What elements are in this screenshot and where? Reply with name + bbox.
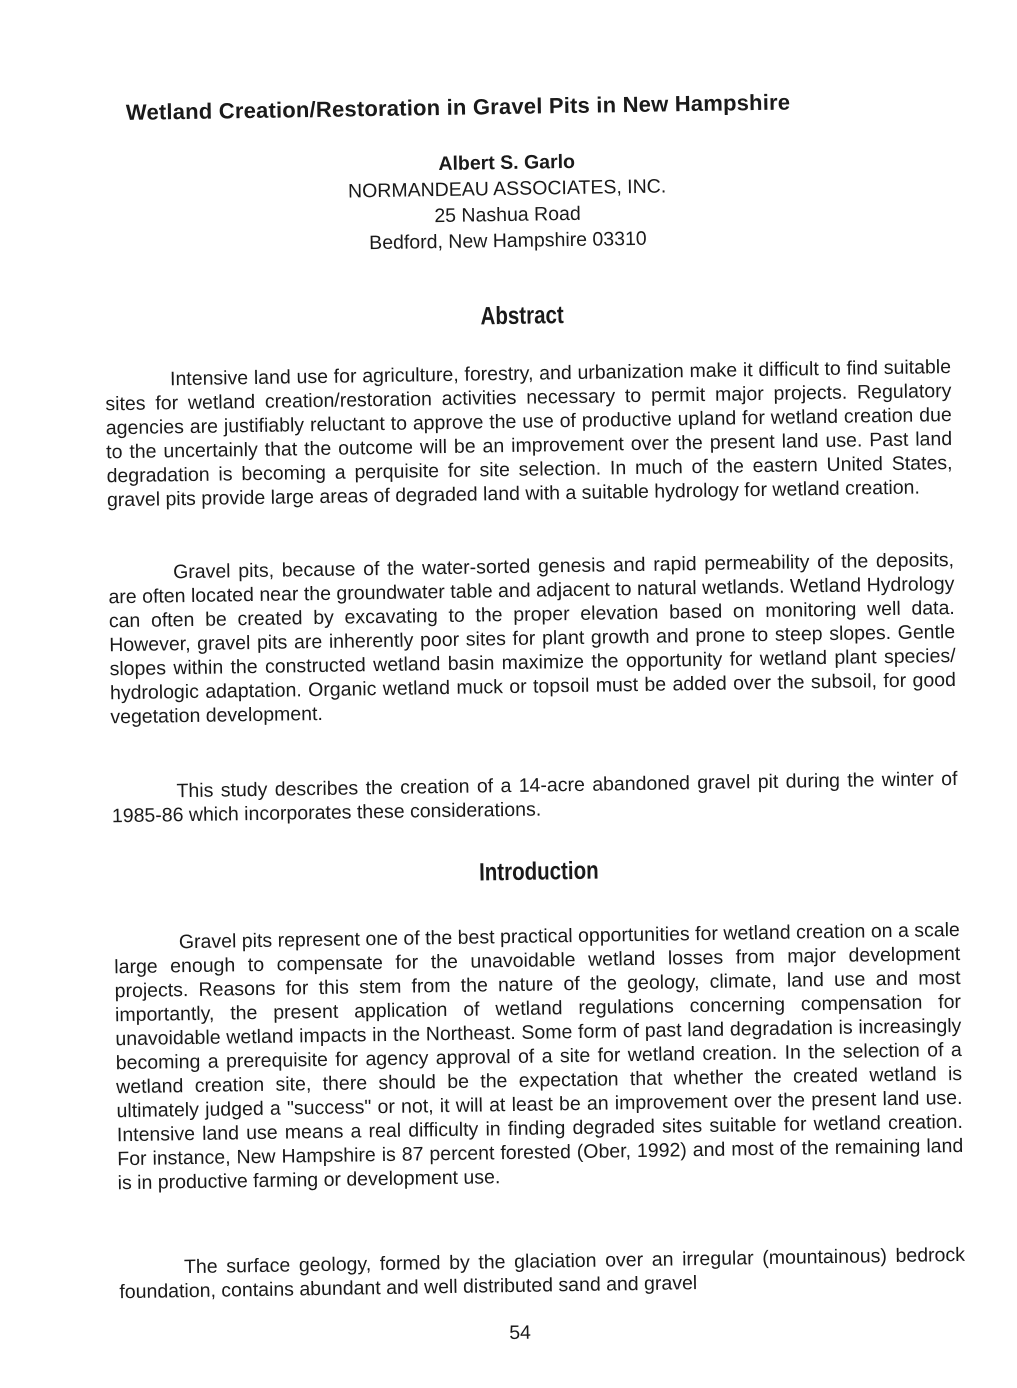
paper-title: Wetland Creation/Restoration in Gravel Pits in New Hampshire (125, 89, 791, 125)
author-name: Albert S. Garlo (438, 150, 576, 176)
author-organization: NORMANDEAU ASSOCIATES, INC. (347, 175, 667, 203)
author-block (292, 147, 724, 258)
page-number: 54 (509, 1321, 532, 1345)
abstract-heading: Abstract (480, 301, 564, 331)
author-street: 25 Nashua Road (434, 202, 581, 228)
introduction-paragraph-1: Gravel pits represent one of the best practical opportunities for wetland creation on a scale large enough to compensate for the unavoidable wetland losses from major development projects. Reasons for this stem from the nature of the geology, climate, land use and most importantly, the present application of wetland regulations concerning compensation for unavoidable wetland impacts in the Northeast. Some form of past land degradation is increasingly becoming a prerequisite for agency approval of a site for wetland creation. In the selection of a wetland creation site, there should be the expectation that whether the created wetland is ultimately judged a "success" or not, it will at least be an improvement over the present land use. Intensive land use means a real difficulty in finding degraded sites suitable for wetland creation. For instance, New Hampshire is 87 percent forested (Ober, 1992) and most of the remaining land is in productive farming or development use. (114, 918, 964, 1195)
abstract-paragraph-2: Gravel pits, because of the water-sorted genesis and rapid permeability of the deposits, are often located near the groundwater table and adjacent to natural wetlands. Wetland Hydrology can often be created by excavating to the proper elevation based on monitoring well data. However, gravel pits are inherently poor sites for plant growth and prone to steep slopes. Gentle slopes within the constructed wetland basin maximize the opportunity for wetland plant species/ hydrologic adaptation. Organic wetland muck or topsoil must be added over the subsoil, for good vegetation development. (108, 548, 957, 729)
abstract-paragraph-3: This study describes the creation of a 14-acre abandoned gravel pit during the winter of 1985-86 which incorporates these considerations. (111, 767, 958, 828)
author-city: Bedford, New Hampshire 03310 (369, 227, 647, 255)
introduction-heading: Introduction (478, 856, 599, 887)
introduction-paragraph-2: The surface geology, formed by the glaciation over an irregular (mountainous) bedrock foundation, contains abundant and well distributed sand and gravel (119, 1243, 966, 1304)
abstract-paragraph-1: Intensive land use for agriculture, forestry, and urbanization make it difficult to find suitable sites for wetland creation/restoration activities necessary to permit major projects. Regulatory agencies are justifiably reluctant to approve the use of productive upland for wetland creation due to the uncertainly that the outcome will be an improvement over the present land use. Past land degradation is becoming a perquisite for site selection. In much of the eastern United States, gravel pits provide large areas of degraded land with a suitable hydrology for wetland creation. (105, 356, 953, 512)
